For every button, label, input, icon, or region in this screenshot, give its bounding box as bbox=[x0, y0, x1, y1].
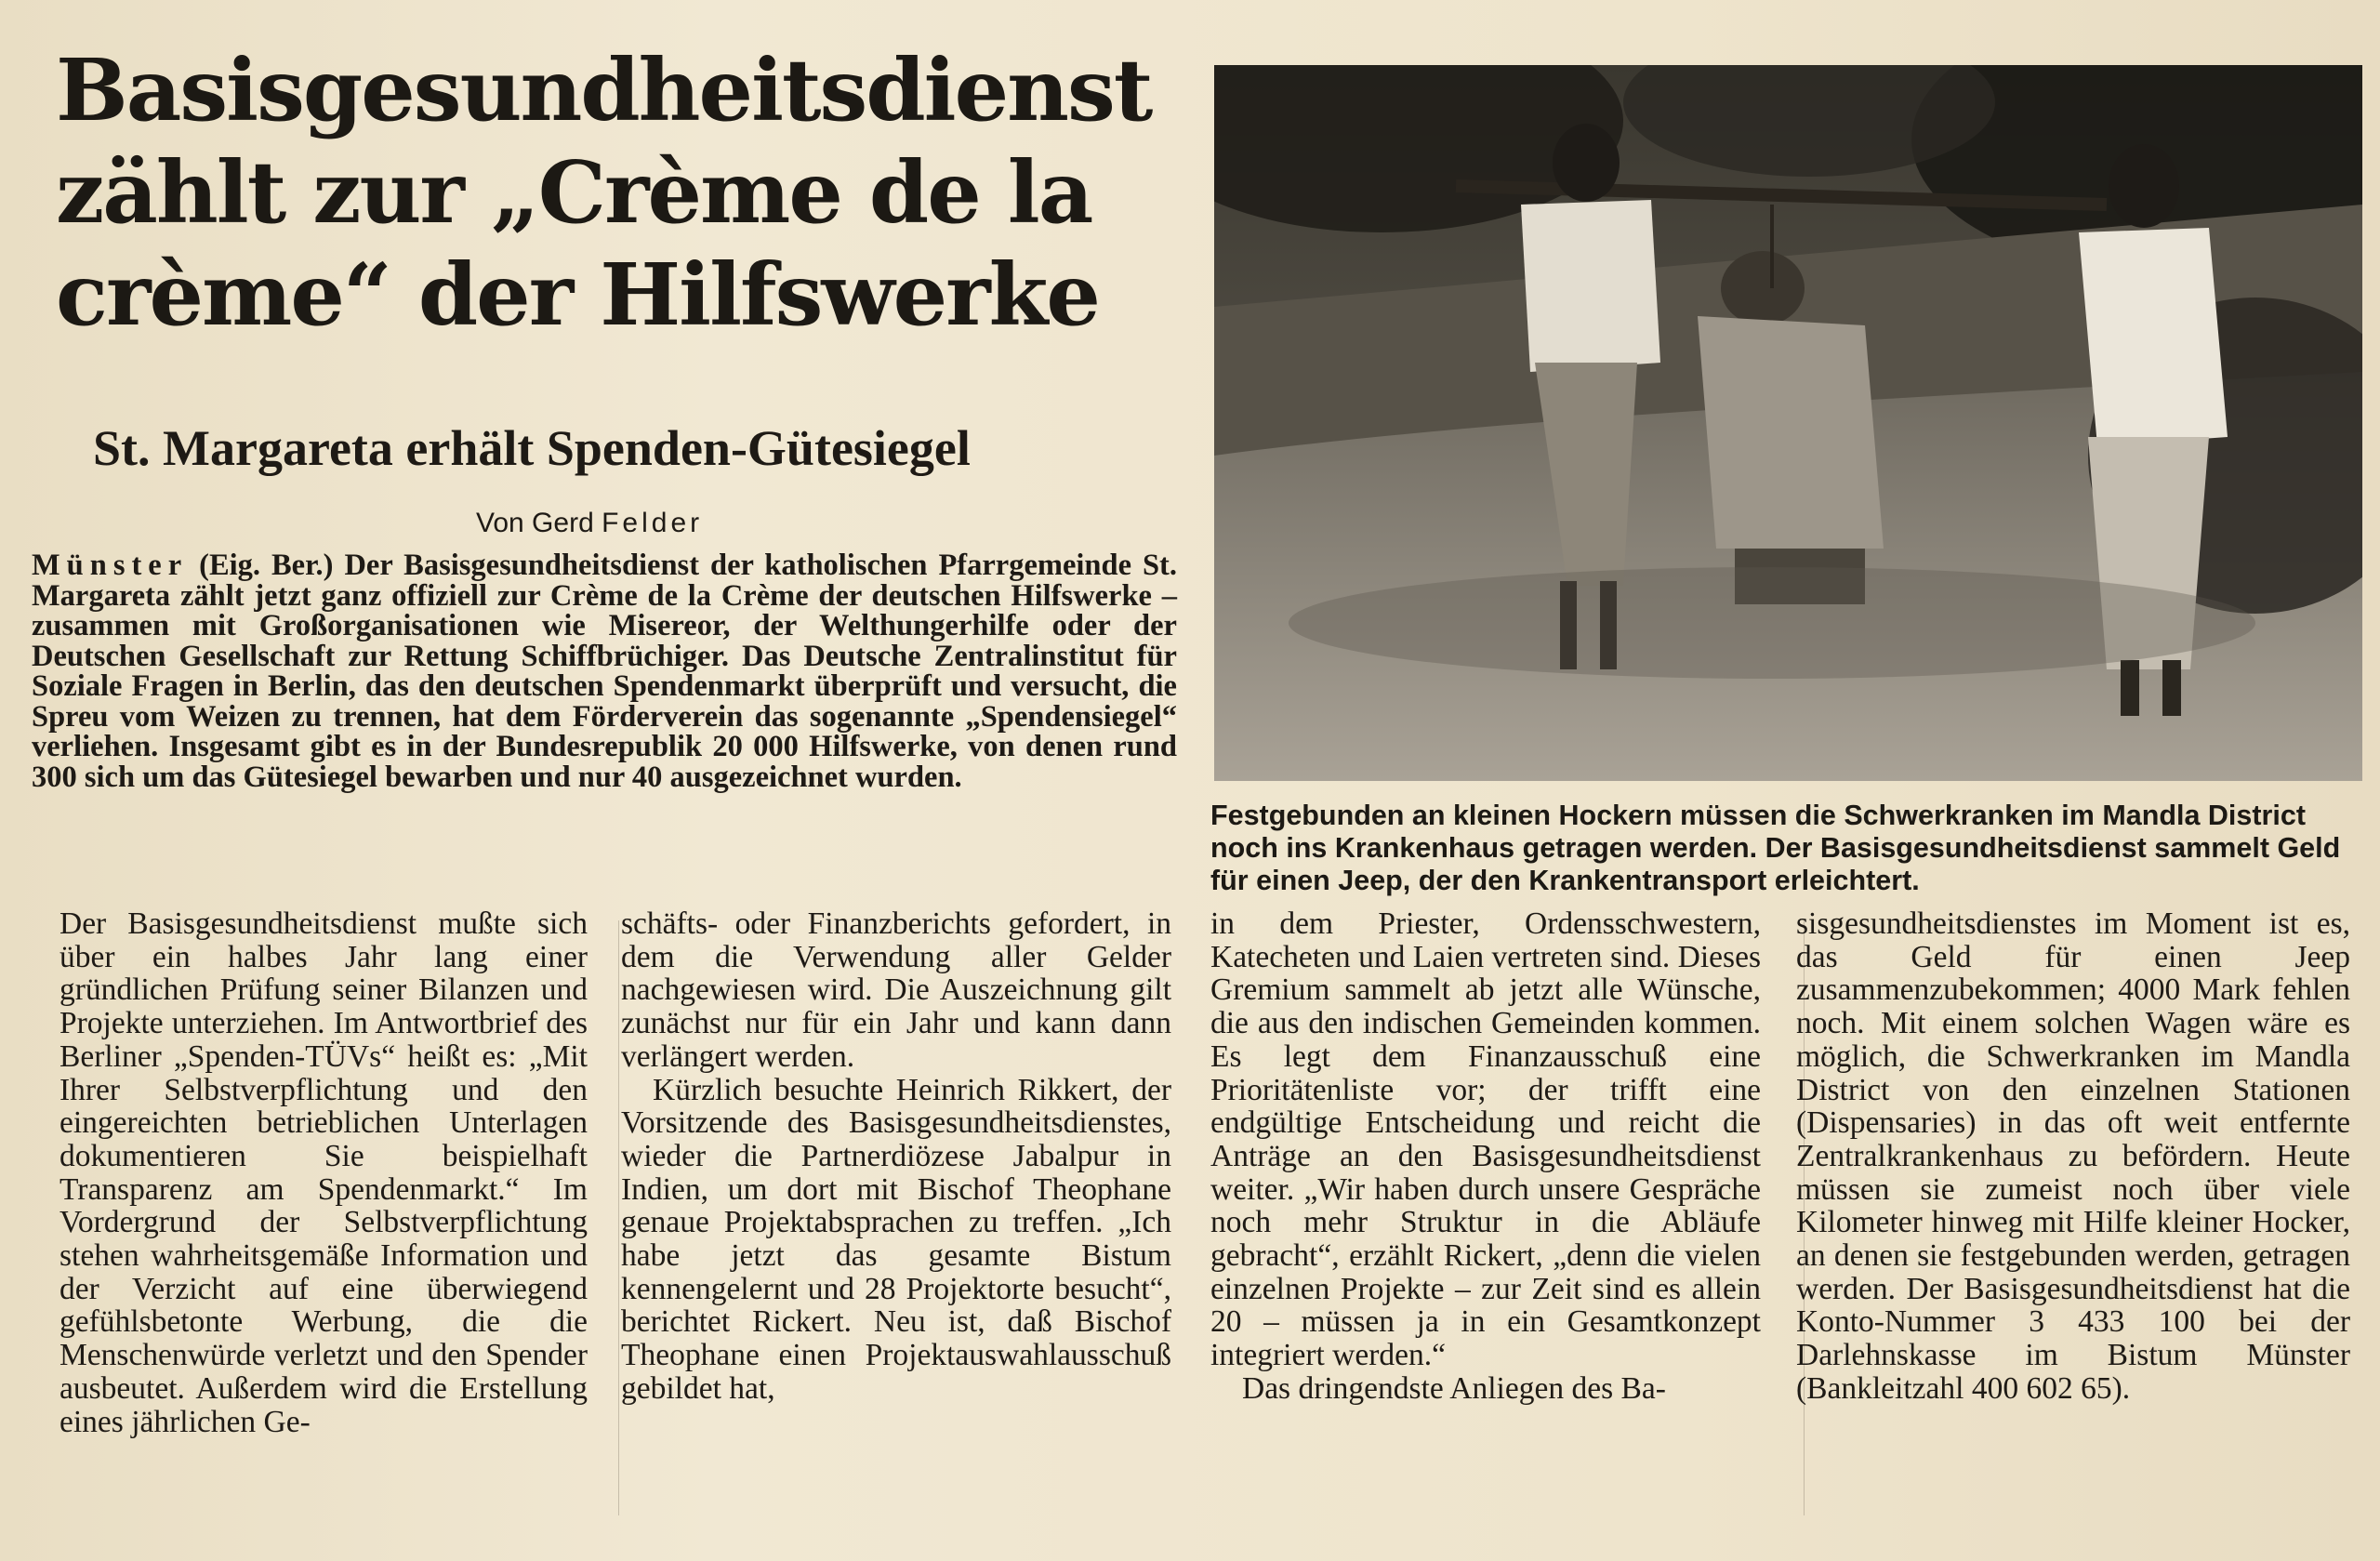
byline-author: Felder bbox=[602, 508, 704, 538]
article-subheadline: St. Margareta erhält Spenden-Gütesiegel bbox=[93, 420, 971, 476]
col1-paragraph: Der Basisgesundheitsdienst mußte sich über ein halbes Jahr lang einer gründlichen Prüfung seiner Bilanzen und Projekte unterziehen. Im Antwortbrief des Berliner „Spenden-TÜVs“ heißt es: „Mit Ihrer Selbstverpflichtung und den eingereichten betrieblichen Unterlagen dokumentieren Sie beispielhaft Transparenz am Spendenmarkt.“ Im Vordergrund der Selbstverpflichtung stehen wahrheitsgemäße Information und der Verzicht auf eine überwiegend gefühlsbetonte Werbung, die die Menschenwürde verletzt und den Spender ausbeutet. Außerdem wird die Erstellung eines jährlichen Ge- bbox=[60, 907, 588, 1439]
col2-paragraph-1: schäfts- oder Finanzberichts gefordert, in dem die Verwendung aller Gelder nachgewiesen wird. Die Auszeichnung gilt zunächst nur für ein Jahr und kann dann verlängert werden. bbox=[621, 907, 1171, 1074]
news-photo bbox=[1214, 65, 2362, 781]
body-column-4 bbox=[1796, 907, 2350, 1558]
body-column-3 bbox=[1210, 907, 1761, 1558]
col3-paragraph-1: in dem Priester, Ordensschwestern, Katecheten und Laien vertreten sind. Dieses Gremium sammelt ab jetzt alle Wünsche, die aus den indischen Gemeinden kommen. Es legt dem Finanzausschuß eine Prioritätenliste vor; der trifft eine endgültige Entscheidung und reicht die Anträge an den Basisgesundheitsdienst weiter. „Wir haben durch unsere Gespräche noch mehr Struktur in die Abläufe gebracht“, erzählt Rickert, „denn die vielen einzelnen Projekte – zur Zeit sind es allein 20 – müssen ja in ein Gesamtkonzept integriert werden.“ bbox=[1210, 907, 1761, 1373]
lead-paragraph bbox=[32, 550, 1177, 792]
col2-paragraph-2: Kürzlich besuchte Heinrich Rikkert, der Vorsitzende des Basisgesundheitsdienstes, wieder die Partnerdiözese Jabalpur in Indien, um dort mit Bischof Theophane genaue Projektabsprachen zu treffen. „Ich habe jetzt das gesamte Bistum kennengelernt und 28 Projektorte besucht“, berichtet Rickert. Neu ist, daß Bischof Theophane einen Projektauswahlausschuß gebildet hat, bbox=[621, 1072, 1171, 1406]
body-column-2 bbox=[621, 907, 1171, 1558]
col3-paragraph-2: Das dringendste Anliegen des Ba- bbox=[1242, 1370, 1666, 1406]
byline-prefix: Von Gerd bbox=[476, 508, 594, 538]
column-rule-left bbox=[618, 920, 619, 1515]
body-column-1 bbox=[60, 907, 588, 1558]
photo-caption: Festgebunden an kleinen Hockern müssen die Schwerkranken im Mandla District noch ins Krankenhaus getragen werden. Der Basisgesundheitsdienst sammelt Geld für einen Jeep, der den Krankentransport erleichtert. bbox=[1210, 800, 2341, 896]
article-headline: Basisgesundheitsdienst zählt zur „Crème de la crème“ der Hilfswerke bbox=[56, 40, 1152, 345]
dateline: Münster bbox=[32, 549, 189, 582]
lead-text: (Eig. Ber.) Der Basisgesundheitsdienst der katholischen Pfarrgemeinde St. Margareta zählt jetzt ganz offiziell zur Crème de la Crème der deutschen Hilfswerke – zusammen mit Großorganisationen wie Misereor, der Welthungerhilfe oder der Deutschen Gesellschaft zur Rettung Schiffbrüchiger. Das Deutsche Zentralinstitut für Soziale Fragen in Berlin, das den deutschen Spendenmarkt überprüft und versucht, die Spreu vom Weizen zu trennen, hat dem Förderverein das sogenannte „Spendensiegel“ verliehen. Insgesamt gibt es in der Bundesrepublik 20 000 Hilfswerke, von denen rund 300 sich um das Gütesiegel bewarben und nur 40 ausgezeichnet wurden. bbox=[32, 549, 1177, 794]
col4-paragraph: sisgesundheitsdienstes im Moment ist es, das Geld für einen Jeep zusammenzubekommen; 4000 Mark fehlen noch. Mit einem solchen Wagen wäre es möglich, die Schwerkranken im Mandla District von den einzelnen Stationen (Dispensaries) in das oft weit entfernte Zentralkrankenhaus zu befördern. Heute müssen sie zumeist noch über viele Kilometer hinweg mit Hilfe kleiner Hocker, an denen sie festgebunden werden, getragen werden. Der Basisgesundheitsdienst hat die Konto-Nummer 3 433 100 bei der Darlehnskasse im Bistum Münster (Bankleitzahl 400 602 65). bbox=[1796, 907, 2350, 1406]
photo-illustration bbox=[1214, 65, 2362, 781]
byline bbox=[476, 507, 941, 540]
